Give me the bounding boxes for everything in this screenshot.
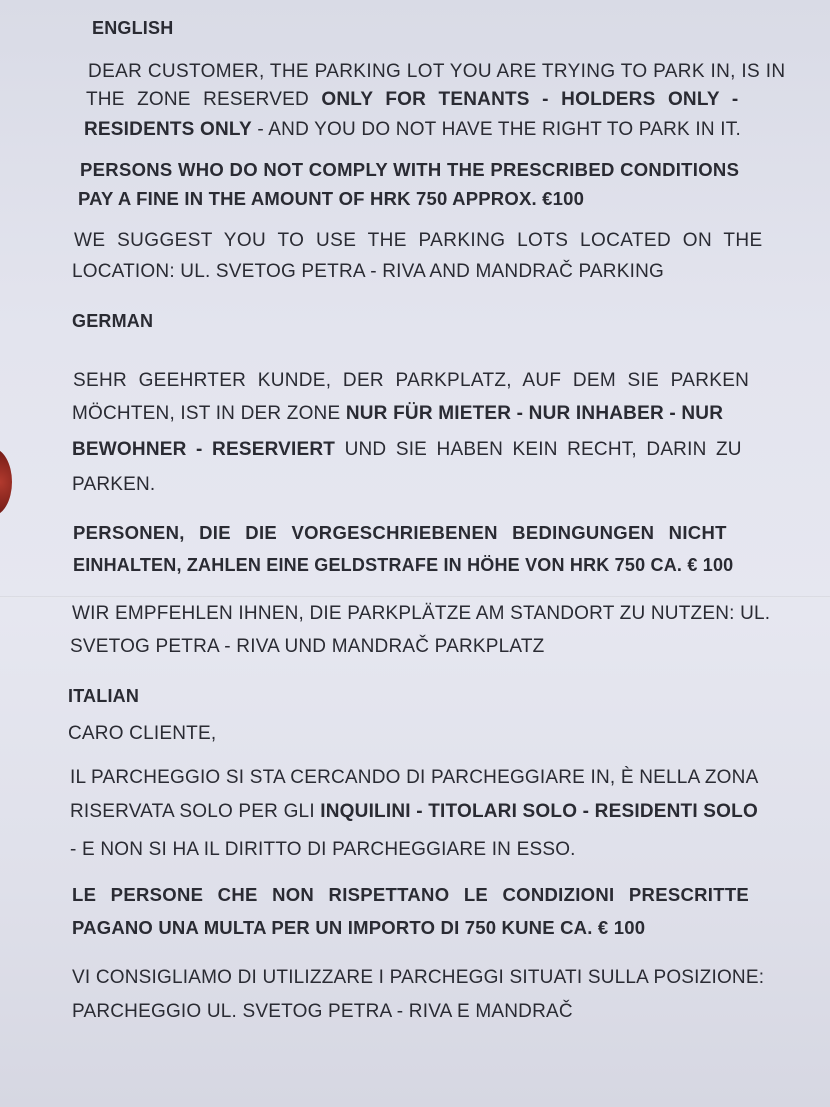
italian-p3-line2: PARCHEGGIO UL. SVETOG PETRA - RIVA E MANDRAČ [72,1001,573,1022]
german-p1-line1: SEHR GEEHRTER KUNDE, DER PARKPLATZ, AUF DEM SIE PARKEN [73,370,750,391]
english-p1-line2-bold: ONLY FOR TENANTS - HOLDERS ONLY - [321,89,739,110]
german-p1-line3 [72,435,742,464]
german-p3-line1: WIR EMPFEHLEN IHNEN, DIE PARKPLÄTZE AM STANDORT ZU NUTZEN: UL. [72,603,771,624]
english-p3-line1: WE SUGGEST YOU TO USE THE PARKING LOTS LOCATED ON THE [74,230,763,251]
italian-p1-line3: - E NON SI HA IL DIRITTO DI PARCHEGGIARE IN ESSO. [70,839,576,860]
english-p2-line2: PAY A FINE IN THE AMOUNT OF HRK 750 APPROX. €100 [78,188,585,209]
german-p1-line3-bold: BEWOHNER - RESERVIERT [72,439,336,460]
english-p3-line2: LOCATION: UL. SVETOG PETRA - RIVA AND MANDRAČ PARKING [72,261,664,282]
english-p1-line3-text: - AND YOU DO NOT HAVE THE RIGHT TO PARK IN IT. [251,119,741,140]
italian-greeting: CARO CLIENTE, [68,723,217,744]
english-p1-line2-text: THE ZONE RESERVED [86,89,322,110]
english-p2-line1: PERSONS WHO DO NOT COMPLY WITH THE PRESCRIBED CONDITIONS [80,159,740,180]
german-p3-line2: SVETOG PETRA - RIVA UND MANDRAČ PARKPLATZ [70,636,545,657]
italian-p3-line1: VI CONSIGLIAMO DI UTILIZZARE I PARCHEGGI SITUATI SULLA POSIZIONE: [72,967,765,988]
german-p1-line3-text: UND SIE HABEN KEIN RECHT, DARIN ZU [335,439,742,460]
italian-p1-line2 [70,797,758,826]
heading-german: GERMAN [72,311,154,331]
italian-p1-line2-text: RISERVATA SOLO PER GLI [70,801,321,822]
italian-p1-line1: IL PARCHEGGIO SI STA CERCANDO DI PARCHEGGIARE IN, È NELLA ZONA [70,767,759,788]
german-p2-line2: EINHALTEN, ZAHLEN EINE GELDSTRAFE IN HÖHE VON HRK 750 CA. € 100 [73,555,734,575]
german-p1-line4: PARKEN. [72,474,156,495]
heading-english: ENGLISH [92,18,174,38]
heading-italian: ITALIAN [68,686,140,706]
german-p1-line2 [72,399,723,428]
italian-p2-line1: LE PERSONE CHE NON RISPETTANO LE CONDIZIONI PRESCRITTE [72,884,750,905]
english-p1-line3 [84,115,741,144]
english-p1-line2 [86,85,738,114]
english-p1-line3-bold: RESIDENTS ONLY [84,119,252,140]
italian-p1-line2-bold: INQUILINI - TITOLARI SOLO - RESIDENTI SOLO [320,801,758,822]
german-p1-line2-text: MÖCHTEN, IST IN DER ZONE [72,403,346,424]
german-p2-line1: PERSONEN, DIE DIE VORGESCHRIEBENEN BEDINGUNGEN NICHT [73,522,727,543]
english-p1-line1: DEAR CUSTOMER, THE PARKING LOT YOU ARE TRYING TO PARK IN, IS IN [88,61,786,82]
italian-p2-line2: PAGANO UNA MULTA PER UN IMPORTO DI 750 KUNE CA. € 100 [72,917,646,938]
german-p1-line2-bold: NUR FÜR MIETER - NUR INHABER - NUR [345,403,724,424]
